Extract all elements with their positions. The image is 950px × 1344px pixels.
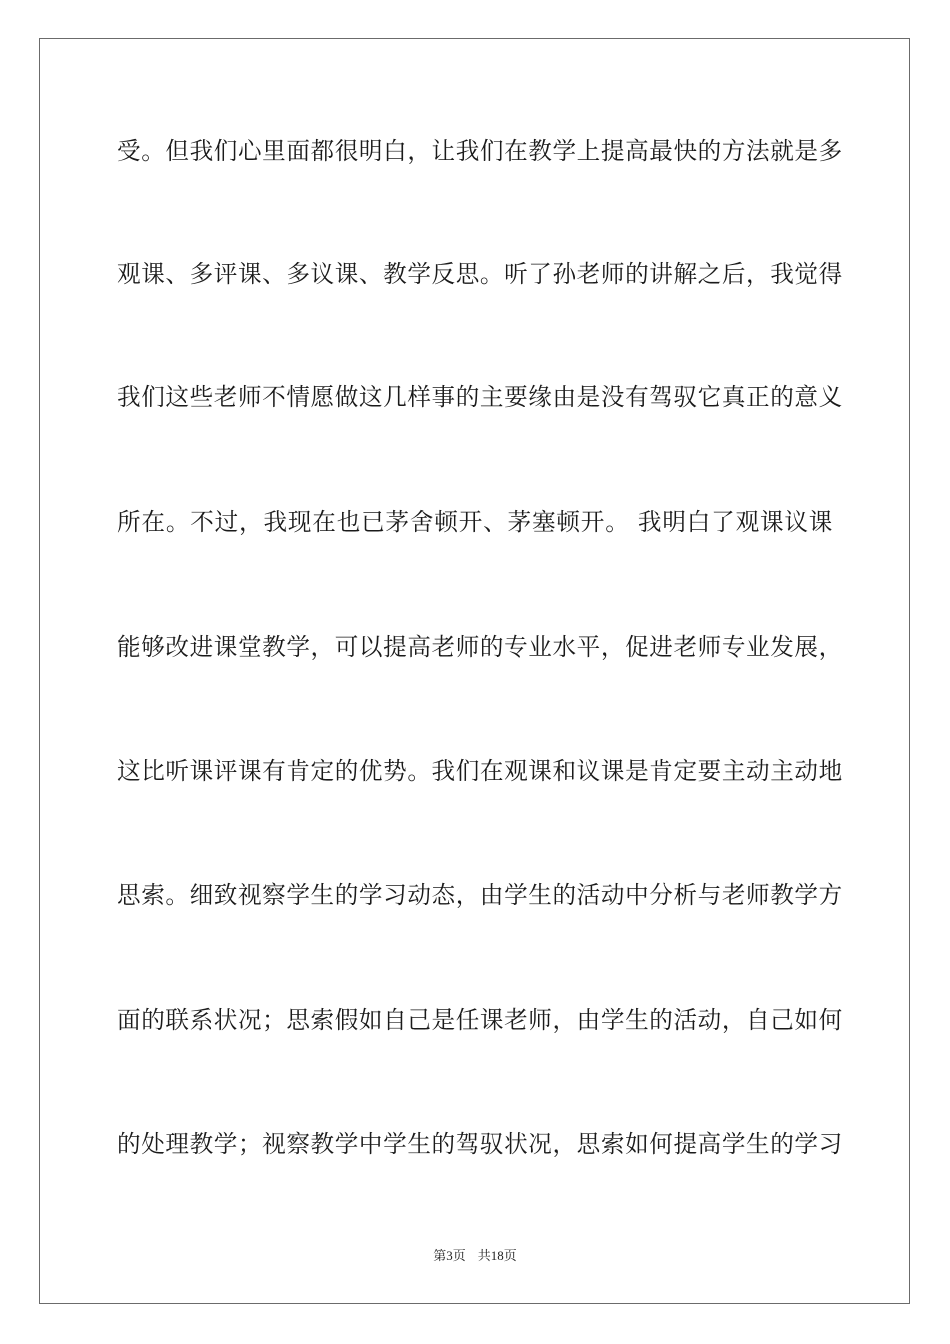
body-text-line-3: 我们这些老师不情愿做这几样事的主要缘由是没有驾驭它真正的意义: [117, 383, 843, 411]
body-text-line-4: 所在。不过，我现在也已茅舍顿开、茅塞顿开。 我明白了观课议课: [117, 508, 833, 536]
page-total: 共18页: [477, 1248, 517, 1263]
body-text-line-8: 面的联系状况；思索假如自己是任课老师，由学生的活动，自己如何: [117, 1006, 843, 1034]
page-footer: [0, 1247, 950, 1265]
body-text-line-7: 思索。细致视察学生的学习动态，由学生的活动中分析与老师教学方: [117, 881, 843, 909]
page-border: [39, 38, 910, 1304]
body-text-line-5: 能够改进课堂教学，可以提高老师的专业水平，促进老师专业发展，: [117, 633, 843, 661]
body-text-line-9: 的处理教学；视察教学中学生的驾驭状况，思索如何提高学生的学习: [117, 1130, 843, 1158]
body-text-line-6: 这比听课评课有肯定的优势。我们在观课和议课是肯定要主动主动地: [117, 757, 843, 785]
body-text-line-2: 观课、多评课、多议课、教学反思。听了孙老师的讲解之后，我觉得: [117, 260, 843, 288]
page-number: 第3页: [433, 1248, 466, 1263]
body-text-line-1: 受。但我们心里面都很明白，让我们在教学上提高最快的方法就是多: [117, 137, 843, 165]
